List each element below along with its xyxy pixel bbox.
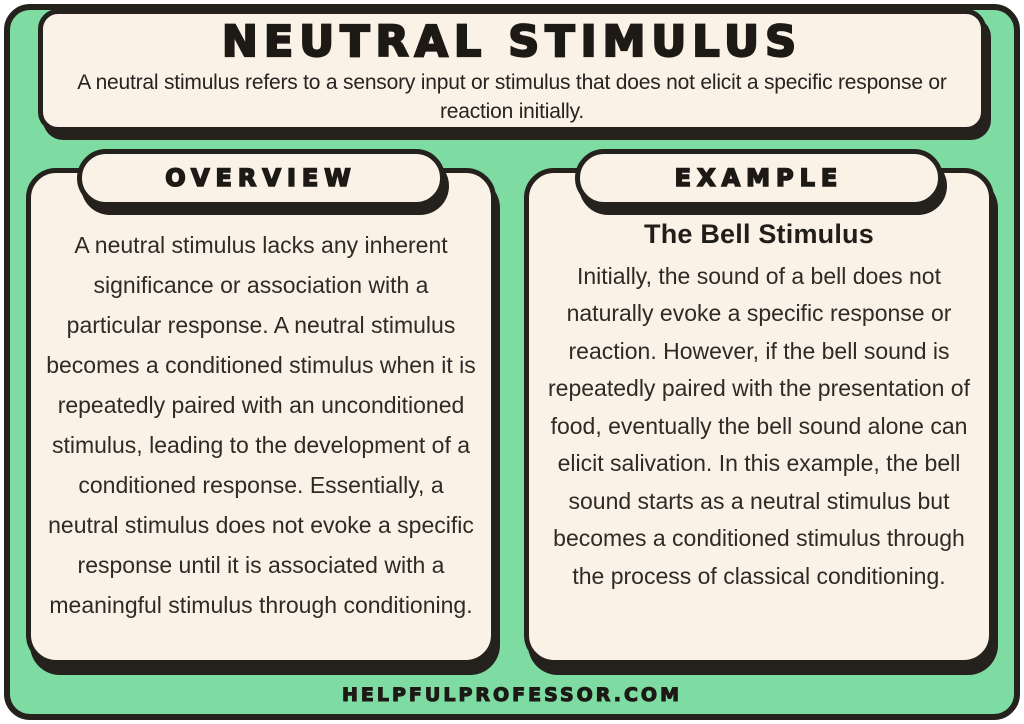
overview-card (26, 164, 496, 665)
example-tab (575, 149, 943, 207)
definition-text: A neutral stimulus refers to a sensory input or stimulus that does not elicit a specific response or reaction initially. (77, 71, 947, 124)
example-text: Initially, the sound of a bell does not naturally evoke a specific response or reaction. However, if the bell sound is repeatedly paired with the presentation of food, eventually the bell sound alone can elicit salivation. In this example, the bell sound starts as a neutral stimulus but becomes a conditioned stimulus through the process of classical conditioning. (548, 263, 970, 589)
title-banner (38, 9, 986, 132)
page-title: NEUTRAL STIMULUS (221, 17, 803, 67)
website-url: HELPFULPROFESSOR.COM (342, 684, 682, 706)
example-heading: The Bell Stimulus (644, 219, 874, 249)
example-card (524, 164, 994, 665)
example-card-body (529, 173, 989, 595)
overview-text: A neutral stimulus lacks any inherent significance or association with a particular response. A neutral stimulus becomes a conditioned stimulus when it is repeatedly paired with an unconditioned stimulus, leading to the development of a conditioned response. Essentially, a neutral stimulus does not evoke a specific response until it is associated with a meaningful stimulus through conditioning. (46, 232, 476, 619)
overview-card-body (31, 173, 491, 625)
overview-tab-label: OVERVIEW (165, 164, 357, 192)
example-tab-label: EXAMPLE (674, 164, 844, 192)
website-footer (0, 684, 1024, 706)
overview-tab (77, 149, 445, 207)
